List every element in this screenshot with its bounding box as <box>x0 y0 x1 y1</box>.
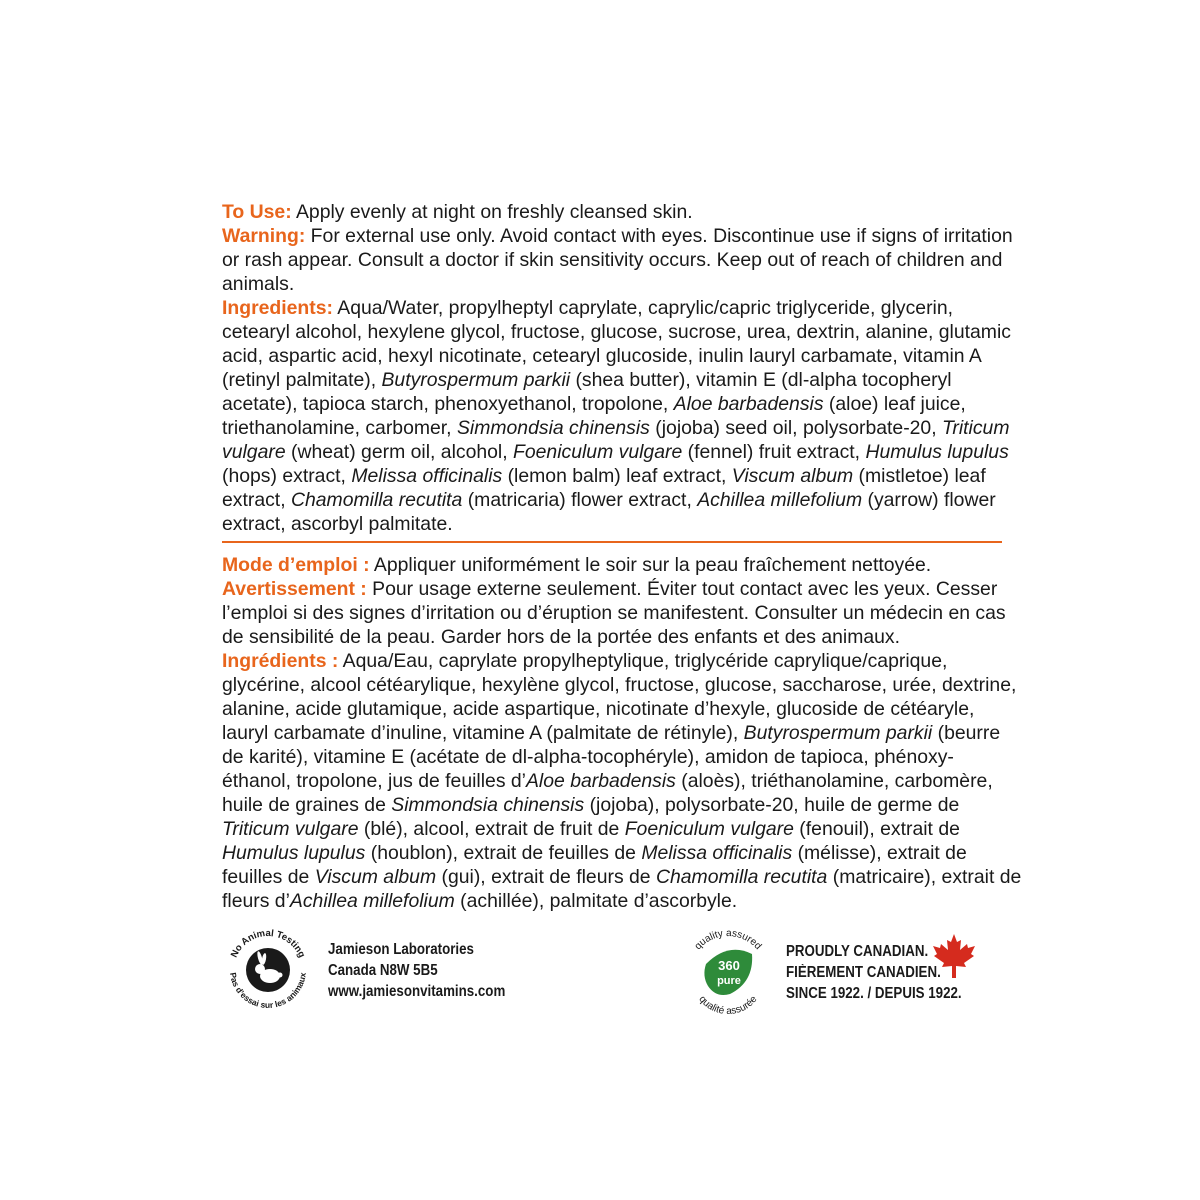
mode-emploi-text: Appliquer uniformément le soir sur la peau fraîchement nettoyée. <box>369 554 932 576</box>
ingredients-label: Ingredients: <box>222 297 333 319</box>
ingredient-text: (achillée), palmitate d’ascorbyle. <box>454 890 738 912</box>
section-divider <box>222 541 1002 543</box>
ingredient-text: (beurre de karité), vitamine E (acétate de dl-alpha-tocophéryle), amidon de tapioca, phénoxy-éthanol, tropolone, jus de feuilles d’ <box>222 722 1001 792</box>
mode-emploi-paragraph <box>222 553 1022 577</box>
ingredient-text: (jojoba), polysorbate-20, huile de germe de <box>584 794 960 816</box>
seal-text-bottom: Pas d’essai sur les animaux <box>228 971 308 1011</box>
ingredient-text: (aloès), triéthanolamine, carbomère, huile de graines de <box>222 770 993 816</box>
ingredient-text: (wheat) germ oil, alcohol, <box>285 441 514 463</box>
latin-name: Viscum album <box>731 465 854 487</box>
ingredient-text: (aloe) leaf juice, triethanolamine, carbomer, <box>222 393 966 439</box>
quality-assured-badge <box>678 924 778 1016</box>
latin-name: Foeniculum vulgare <box>624 818 794 840</box>
ingredient-text: (fennel) fruit extract, <box>682 441 866 463</box>
ingredient-text: (lemon balm) leaf extract, <box>502 465 732 487</box>
latin-name: Chamomilla recutita <box>290 489 463 511</box>
latin-name: Chamomilla recutita <box>655 866 828 888</box>
ingredient-text: (mélisse), extrait de feuilles de <box>222 842 967 888</box>
canada-fr: FIÈREMENT CANADIEN. <box>786 964 941 981</box>
ingredient-text: (shea butter), vitamin E (dl-alpha tocopheryl acetate), tapioca starch, phenoxyethanol, tropolone, <box>222 369 952 415</box>
latin-name: Achillea millefolium <box>697 489 863 511</box>
avertissement-paragraph <box>222 577 1022 649</box>
badge-word: pure <box>717 975 741 987</box>
latin-name: Humulus lupulus <box>222 842 366 864</box>
ingredient-text: (houblon), extrait de feuilles de <box>365 842 642 864</box>
ingredients-fr-paragraph <box>222 649 1022 913</box>
latin-name: Humulus lupulus <box>865 441 1009 463</box>
warning-paragraph <box>222 224 1022 296</box>
english-section <box>222 200 1022 536</box>
latin-name: Achillea millefolium <box>289 890 455 912</box>
ingredient-text: (fenouil), extrait de <box>793 818 960 840</box>
ingredient-text: (jojoba) seed oil, polysorbate-20, <box>649 417 942 439</box>
ingredients-fr-label: Ingrédients : <box>222 650 339 672</box>
latin-name: Melissa officinalis <box>641 842 793 864</box>
ingredient-text: (blé), alcool, extrait de fruit de <box>358 818 625 840</box>
quality-text-top: quality assured <box>692 927 764 952</box>
latin-name: Aloe barbadensis <box>673 393 824 415</box>
canada-en: PROUDLY CANADIAN. <box>786 943 929 960</box>
latin-name: Melissa officinalis <box>351 465 503 487</box>
ingredients-fr-text <box>222 650 1021 912</box>
seal-text-top: No Animal Testing <box>228 927 308 960</box>
to-use-label: To Use: <box>222 201 292 223</box>
latin-name: Simmondsia chinensis <box>456 417 650 439</box>
ingredient-text: (gui), extrait de fleurs de <box>436 866 656 888</box>
to-use-paragraph <box>222 200 1022 224</box>
mode-emploi-label: Mode d’emploi : <box>222 554 370 576</box>
latin-name: Triticum vulgare <box>222 818 359 840</box>
ingredients-paragraph <box>222 296 1022 536</box>
footer <box>222 924 1002 1014</box>
ingredient-text: Aqua/Eau, caprylate propylheptylique, triglycéride caprylique/caprique, glycérine, alcool cétéarylique, hexylène glycol, fructose, glucose, saccharose, urée, dextrine, alanine, acide glutamique, acide aspartique, nicotinate d’hexyle, glucoside de cétéaryle, lauryl carbamate d’inuline, vitamine A (palmitate de rétinyle), <box>222 650 1017 744</box>
postal-code: Canada N8W 5B5 <box>328 962 438 979</box>
latin-name: Triticum vulgare <box>222 417 1010 463</box>
badge-number: 360 <box>718 958 740 973</box>
company-name: Jamieson Laboratories <box>328 941 474 958</box>
no-animal-testing-seal <box>222 924 314 1016</box>
svg-text:qualité assurée <box>696 994 759 1016</box>
quality-text-bottom: qualité assurée <box>696 993 760 1016</box>
ingredient-text: (matricaire), extrait de fleurs d’ <box>222 866 1022 912</box>
latin-name: Butyrospermum parkii <box>381 369 571 391</box>
latin-name: Foeniculum vulgare <box>513 441 683 463</box>
ingredient-text: (matricaria) flower extract, <box>462 489 698 511</box>
french-section <box>222 553 1022 913</box>
to-use-text: Apply evenly at night on freshly cleansed skin. <box>291 201 693 223</box>
ingredients-text <box>222 297 1011 535</box>
ingredient-text: (mistletoe) leaf extract, <box>222 465 986 511</box>
ingredient-text: (yarrow) flower extract, ascorbyl palmitate. <box>222 489 996 535</box>
avertissement-text: Pour usage externe seulement. Éviter tout contact avec les yeux. Cesser l’emploi si des signes d’irritation ou d’éruption se manifestent. Consulter un médecin en cas de sensibilité de la peau. Garder hors de la portée des enfants et des animaux. <box>222 578 1006 648</box>
latin-name: Viscum album <box>314 866 437 888</box>
svg-text:quality assured <box>693 928 764 952</box>
latin-name: Simmondsia chinensis <box>391 794 585 816</box>
since-year: SINCE 1922. / DEPUIS 1922. <box>786 985 962 1002</box>
warning-label: Warning: <box>222 225 306 247</box>
latin-name: Aloe barbadensis <box>526 770 676 792</box>
ingredient-text: (hops) extract, <box>222 465 352 487</box>
avertissement-label: Avertissement : <box>222 578 367 600</box>
ingredient-text: Aqua/Water, propylheptyl caprylate, caprylic/capric triglyceride, glycerin, cetearyl alcohol, hexylene glycol, fructose, glucose, sucrose, urea, dextrin, alanine, glutamic acid, aspartic acid, hexyl nicotinate, cetearyl glucoside, inulin lauryl carbamate, vitamin A (retinyl palmitate), <box>222 297 1011 391</box>
maple-leaf-icon <box>930 932 978 980</box>
website-link[interactable]: www.jamiesonvitamins.com <box>328 983 506 1000</box>
latin-name: Butyrospermum parkii <box>743 722 933 744</box>
warning-text: For external use only. Avoid contact with eyes. Discontinue use if signs of irritation or rash appear. Consult a doctor if skin sensitivity occurs. Keep out of reach of children and animals. <box>222 225 1013 295</box>
company-address <box>328 939 534 1002</box>
